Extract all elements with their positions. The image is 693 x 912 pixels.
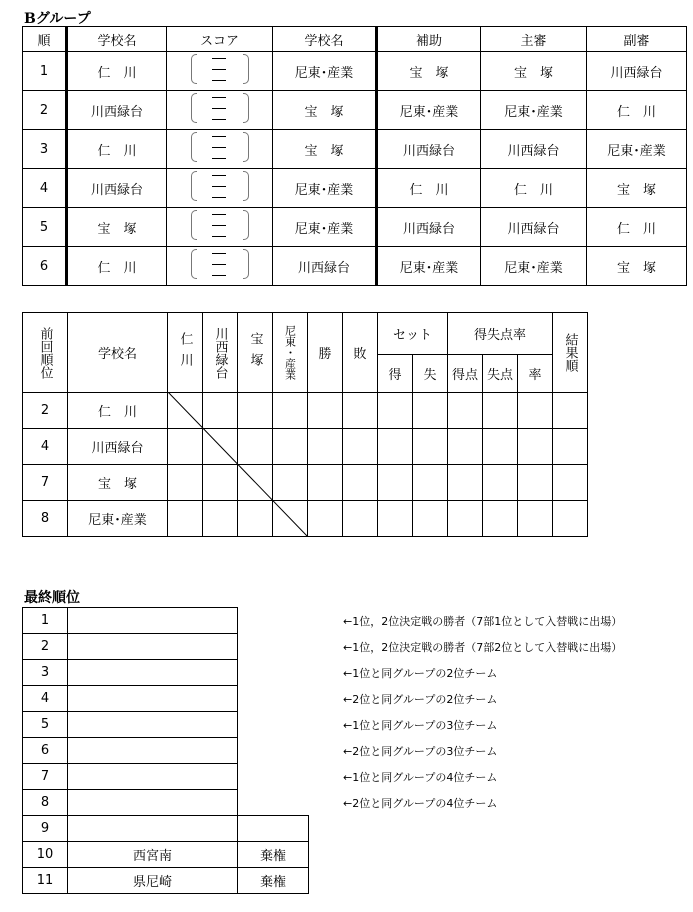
prev-rank: 7 [23, 465, 68, 501]
main-referee: 尼東･産業 [481, 91, 587, 130]
schedule-row [23, 130, 687, 169]
league-cell [448, 429, 483, 465]
league-cell [553, 501, 588, 537]
final-rank: 10 [23, 842, 68, 868]
score-cell [167, 208, 273, 247]
aux-team: 川西緑台 [377, 208, 481, 247]
team-2: 宝 塚 [273, 91, 377, 130]
schedule-row [23, 169, 687, 208]
final-note: ←2位と同グループの4位チーム [343, 797, 498, 810]
league-cell [343, 501, 378, 537]
final-school: 西宮南 [68, 842, 238, 868]
match-number: 6 [23, 247, 67, 286]
aux-team: 宝 塚 [377, 52, 481, 91]
league-cell [413, 501, 448, 537]
final-school [68, 712, 238, 738]
final-status [238, 816, 309, 842]
header-order: 順 [23, 27, 67, 52]
main-referee: 仁 川 [481, 169, 587, 208]
header-team-4: 尼東・産業 [273, 313, 308, 393]
league-school: 尼東･産業 [68, 501, 168, 537]
header-wins: 勝 [308, 313, 343, 393]
final-status-empty [238, 660, 309, 686]
final-row [23, 634, 309, 660]
match-number: 2 [23, 91, 67, 130]
final-status: 棄権 [238, 842, 309, 868]
final-note: ←2位と同グループの2位チーム [343, 693, 498, 706]
header-prev-rank: 前回順位 [23, 313, 68, 393]
sub-referee: 仁 川 [587, 208, 687, 247]
final-note: ←1位と同グループの2位チーム [343, 667, 498, 680]
final-status-empty [238, 790, 309, 816]
schedule-header-row [23, 27, 687, 52]
final-note: ←1位と同グループの3位チーム [343, 719, 498, 732]
final-status-empty [238, 738, 309, 764]
prev-rank: 2 [23, 393, 68, 429]
prev-rank: 4 [23, 429, 68, 465]
aux-team: 尼東･産業 [377, 91, 481, 130]
final-rank: 11 [23, 868, 68, 894]
final-row [23, 712, 309, 738]
final-status: 棄権 [238, 868, 309, 894]
score-bracket [189, 209, 251, 241]
league-header-row [23, 313, 588, 355]
main-referee: 宝 塚 [481, 52, 587, 91]
final-rank: 2 [23, 634, 68, 660]
header-sub-ref: 副審 [587, 27, 687, 52]
schedule-row [23, 52, 687, 91]
final-status-empty [238, 712, 309, 738]
final-rank: 9 [23, 816, 68, 842]
score-bracket [189, 92, 251, 124]
sub-referee: 尼東･産業 [587, 130, 687, 169]
score-bracket [189, 131, 251, 163]
final-ranking-table [22, 607, 309, 894]
final-rank: 4 [23, 686, 68, 712]
header-point-ratio: 得失点率 [448, 313, 553, 355]
header-points-for: 得点 [448, 355, 483, 393]
sub-referee: 川西緑台 [587, 52, 687, 91]
score-cell [167, 247, 273, 286]
league-cell [483, 501, 518, 537]
final-school [68, 660, 238, 686]
league-cell [343, 465, 378, 501]
score-cell [167, 91, 273, 130]
final-school: 県尼崎 [68, 868, 238, 894]
final-row [23, 842, 309, 868]
league-cell [378, 393, 413, 429]
final-school [68, 634, 238, 660]
header-main-ref: 主審 [481, 27, 587, 52]
final-row [23, 608, 309, 634]
final-rank: 5 [23, 712, 68, 738]
sub-referee: 宝 塚 [587, 247, 687, 286]
header-school: 学校名 [68, 313, 168, 393]
match-schedule-table [22, 26, 687, 286]
header-team-1: 仁川 [168, 313, 203, 393]
match-number: 1 [23, 52, 67, 91]
header-score: スコア [167, 27, 273, 52]
header-school-2: 学校名 [273, 27, 377, 52]
team-2: 宝 塚 [273, 130, 377, 169]
schedule-row [23, 91, 687, 130]
league-cell [518, 393, 553, 429]
prev-rank: 8 [23, 501, 68, 537]
header-sets-lost: 失 [413, 355, 448, 393]
final-row [23, 764, 309, 790]
header-team-2: 川西緑台 [203, 313, 238, 393]
main-referee: 尼東･産業 [481, 247, 587, 286]
league-cell [308, 501, 343, 537]
score-cell [167, 130, 273, 169]
match-number: 3 [23, 130, 67, 169]
final-status-empty [238, 764, 309, 790]
league-school: 宝 塚 [68, 465, 168, 501]
league-diagonal-line [168, 392, 308, 537]
score-bracket [189, 248, 251, 280]
score-cell [167, 52, 273, 91]
score-cell [167, 169, 273, 208]
league-cell [448, 465, 483, 501]
final-row [23, 686, 309, 712]
header-losses: 敗 [343, 313, 378, 393]
league-cell [483, 429, 518, 465]
league-cell [448, 501, 483, 537]
team-1: 宝 塚 [67, 208, 167, 247]
final-row [23, 816, 309, 842]
final-school [68, 764, 238, 790]
league-cell [378, 429, 413, 465]
schedule-row [23, 247, 687, 286]
final-ranking-title: 最終順位 [24, 590, 80, 606]
league-cell [553, 429, 588, 465]
league-cell [343, 393, 378, 429]
league-cell [553, 465, 588, 501]
league-cell [378, 465, 413, 501]
team-1: 仁 川 [67, 130, 167, 169]
header-school-1: 学校名 [67, 27, 167, 52]
aux-team: 尼東･産業 [377, 247, 481, 286]
league-cell [483, 465, 518, 501]
schedule-row [23, 208, 687, 247]
main-referee: 川西緑台 [481, 130, 587, 169]
team-1: 仁 川 [67, 52, 167, 91]
team-1: 仁 川 [67, 247, 167, 286]
league-cell [553, 393, 588, 429]
final-status-empty [238, 608, 309, 634]
league-cell [308, 393, 343, 429]
final-row [23, 738, 309, 764]
aux-team: 仁 川 [377, 169, 481, 208]
final-school [68, 738, 238, 764]
league-cell [518, 501, 553, 537]
league-cell [413, 429, 448, 465]
score-bracket [189, 170, 251, 202]
header-sets: セット [378, 313, 448, 355]
match-number: 5 [23, 208, 67, 247]
league-school: 川西緑台 [68, 429, 168, 465]
final-school [68, 686, 238, 712]
header-result-rank: 結果順 [553, 313, 588, 393]
main-referee: 川西緑台 [481, 208, 587, 247]
team-2: 尼東･産業 [273, 169, 377, 208]
team-1: 川西緑台 [67, 169, 167, 208]
league-cell [343, 429, 378, 465]
final-school [68, 608, 238, 634]
sub-referee: 宝 塚 [587, 169, 687, 208]
final-school [68, 790, 238, 816]
final-note: ←1位，2位決定戦の勝者（7部2位として入替戦に出場） [343, 641, 623, 654]
final-rank: 6 [23, 738, 68, 764]
league-cell [448, 393, 483, 429]
league-cell [413, 465, 448, 501]
sub-referee: 仁 川 [587, 91, 687, 130]
group-title: Bグループ [24, 11, 91, 27]
aux-team: 川西緑台 [377, 130, 481, 169]
league-cell [378, 501, 413, 537]
header-sets-won: 得 [378, 355, 413, 393]
league-cell [518, 429, 553, 465]
league-cell [483, 393, 518, 429]
team-2: 尼東･産業 [273, 52, 377, 91]
match-number: 4 [23, 169, 67, 208]
league-cell [518, 465, 553, 501]
final-note: ←1位，2位決定戦の勝者（7部1位として入替戦に出場） [343, 615, 623, 628]
final-rank: 8 [23, 790, 68, 816]
final-school [68, 816, 238, 842]
final-rank: 3 [23, 660, 68, 686]
final-row [23, 660, 309, 686]
final-note: ←2位と同グループの3位チーム [343, 745, 498, 758]
team-2: 尼東･産業 [273, 208, 377, 247]
league-cell [413, 393, 448, 429]
score-bracket [189, 53, 251, 85]
final-rank: 1 [23, 608, 68, 634]
team-1: 川西緑台 [67, 91, 167, 130]
header-aux: 補助 [377, 27, 481, 52]
final-row [23, 868, 309, 894]
team-2: 川西緑台 [273, 247, 377, 286]
final-status-empty [238, 686, 309, 712]
league-cell [308, 429, 343, 465]
final-row [23, 790, 309, 816]
header-points-against: 失点 [483, 355, 518, 393]
final-note: ←1位と同グループの4位チーム [343, 771, 498, 784]
header-ratio: 率 [518, 355, 553, 393]
header-team-3: 宝塚 [238, 313, 273, 393]
final-status-empty [238, 634, 309, 660]
league-cell [308, 465, 343, 501]
league-school: 仁 川 [68, 393, 168, 429]
final-rank: 7 [23, 764, 68, 790]
